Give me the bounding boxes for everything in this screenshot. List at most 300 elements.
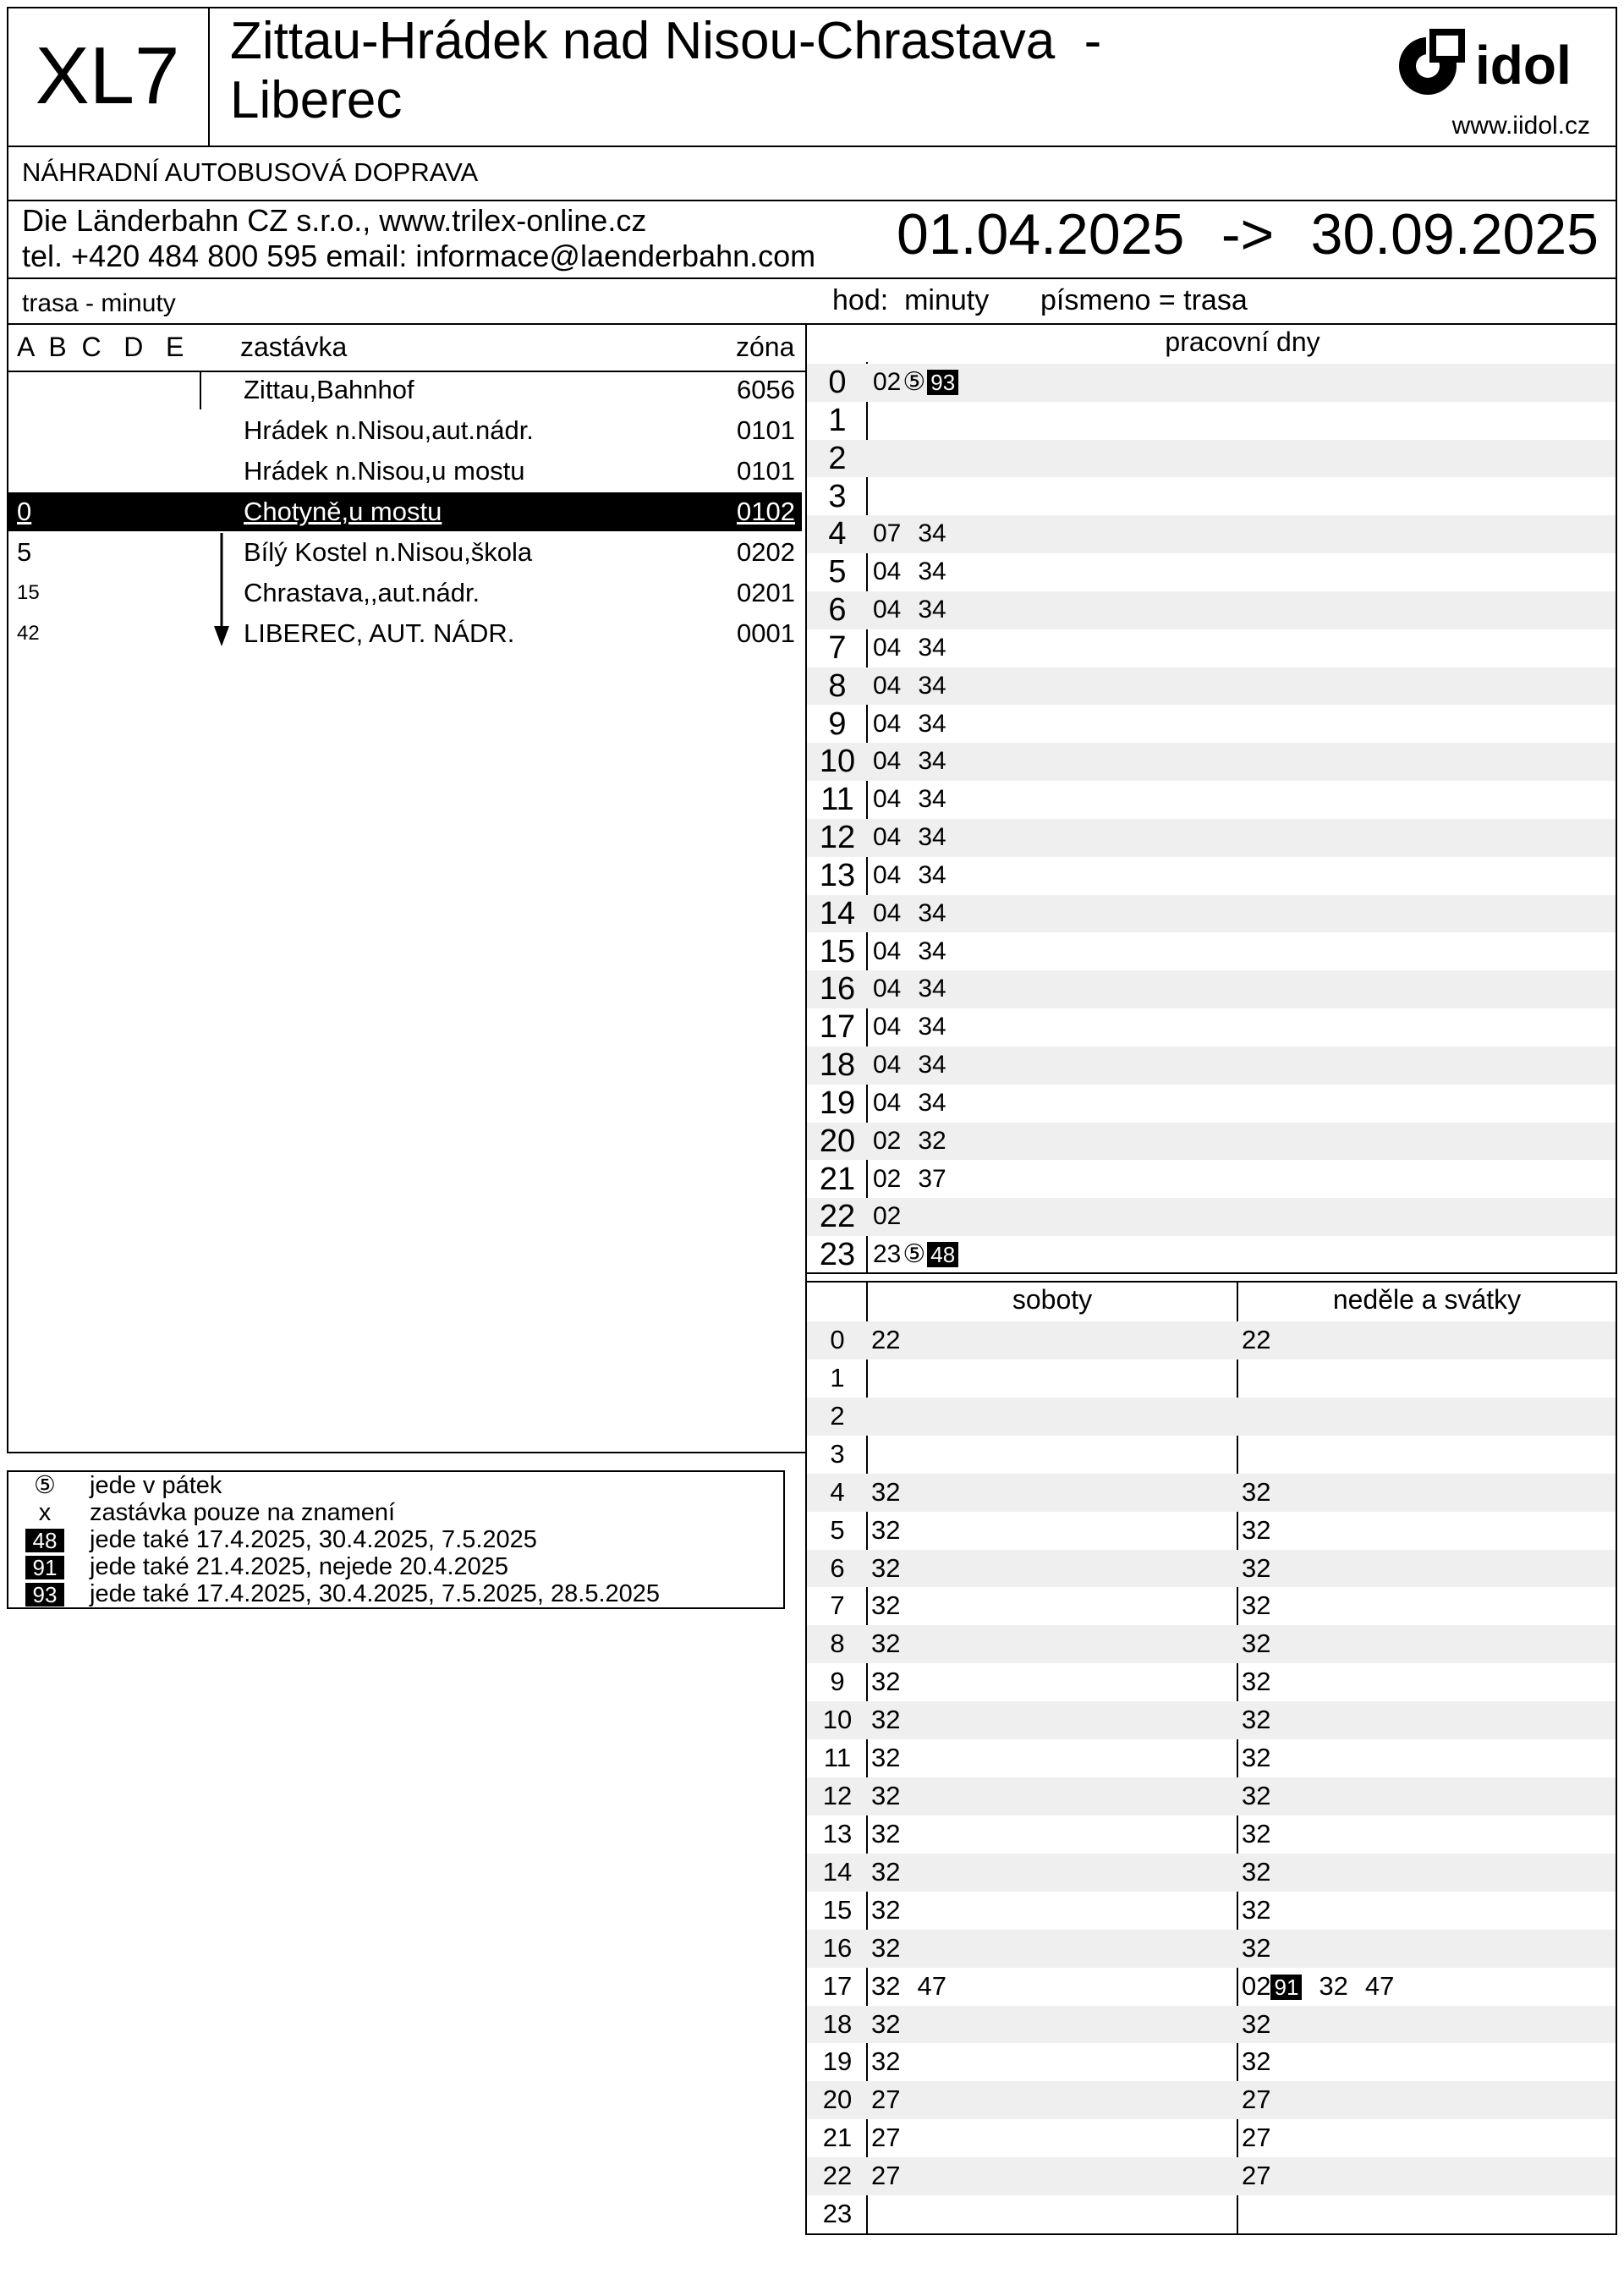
minutes — [873, 895, 963, 933]
minute-value: 34 — [918, 671, 946, 700]
stop-row[interactable] — [7, 411, 802, 450]
timetable-row — [807, 1854, 1616, 1892]
minute-value: 32 — [1242, 1629, 1271, 1659]
minute-value: 32 — [1242, 1590, 1271, 1621]
hour-label: 19 — [822, 2046, 853, 2077]
stop-row[interactable] — [7, 574, 802, 612]
sunday-minutes — [1242, 1663, 1287, 1701]
timetable-row — [807, 2195, 1616, 2233]
timetable-row — [807, 1198, 1616, 1236]
minute-value: 04 — [873, 898, 902, 927]
timetable-row — [807, 1321, 1616, 1359]
minute-value: 32 — [871, 1552, 901, 1583]
minutes — [873, 970, 963, 1008]
note-symbol-request-stop: x — [38, 1499, 52, 1526]
hour-label: 5 — [830, 1514, 845, 1545]
saturday-minutes — [871, 1550, 917, 1588]
minute-value: 04 — [873, 785, 902, 814]
minute-value: 04 — [873, 937, 902, 965]
hour-label: 0 — [828, 365, 847, 400]
hour-label: 10 — [822, 1705, 853, 1735]
minute-value: 34 — [918, 558, 946, 586]
minute-value: 32 — [871, 1856, 901, 1887]
minutes — [873, 933, 963, 971]
minute-value: 32 — [871, 1970, 901, 2001]
saturday-minutes — [871, 1815, 917, 1854]
hour-label: 21 — [819, 1161, 856, 1197]
minute-value: 32 — [871, 1705, 901, 1735]
sunday-minutes — [1242, 2043, 1287, 2081]
timetable-row — [807, 2119, 1616, 2157]
hour-label: 22 — [819, 1199, 856, 1235]
minutes — [873, 364, 975, 402]
minute-value: 32 — [1242, 1781, 1271, 1810]
minute-value: 07 — [873, 519, 902, 548]
hour-label: 7 — [828, 629, 847, 666]
minute-value: 34 — [918, 1088, 946, 1117]
stop-name: LIBEREC, AUT. NÁDR. — [244, 618, 515, 648]
hour-label: 23 — [819, 1237, 856, 1273]
hour-label: 11 — [823, 1743, 852, 1773]
minute-value: 27 — [1242, 2085, 1271, 2115]
minute-value: 32 — [871, 2046, 901, 2077]
timetable-row — [807, 743, 1616, 781]
timetable-row — [807, 1474, 1616, 1512]
note-symbol-friday-icon: ⑤ — [34, 1472, 56, 1499]
timetable-row — [807, 364, 1616, 402]
minute-value: 32 — [1242, 2008, 1271, 2039]
hour-label: 7 — [830, 1590, 845, 1621]
minute-value: 04 — [873, 1051, 902, 1079]
sunday-minutes — [1242, 1777, 1287, 1815]
minute-value: 34 — [918, 1051, 946, 1079]
header-rule-3 — [7, 277, 1617, 279]
stop-name: Zittau,Bahnhof — [244, 375, 414, 404]
minutes — [873, 1236, 975, 1274]
minutes — [873, 743, 963, 781]
timetable-row — [807, 1550, 1616, 1588]
saturday-minutes — [871, 1739, 917, 1777]
hour-label: 11 — [820, 782, 854, 818]
hour-label: 2 — [828, 440, 847, 476]
stop-row[interactable] — [7, 371, 802, 409]
saturday-minutes — [871, 2157, 917, 2195]
footnote-ref: 93 — [927, 370, 958, 395]
hour-label: 3 — [828, 478, 847, 514]
hour-label: 15 — [819, 933, 856, 969]
stop-name: Hrádek n.Nisou,u mostu — [244, 456, 525, 486]
minute-value: 32 — [871, 2008, 901, 2039]
hour-label: 3 — [830, 1438, 845, 1469]
legend-hour-minutes: hod: minuty — [832, 284, 990, 316]
hour-label: 5 — [828, 554, 847, 590]
minutes — [873, 667, 963, 706]
sunday-minutes — [1242, 1815, 1287, 1854]
weekend-timetable — [807, 1321, 1616, 2233]
stop-row[interactable] — [7, 533, 802, 572]
saturday-minutes — [871, 1512, 917, 1550]
timetable-row — [807, 515, 1616, 553]
saturday-minutes — [871, 1321, 917, 1359]
hour-label: 9 — [830, 1667, 845, 1697]
validity-period — [897, 201, 1599, 267]
hour-label: 20 — [819, 1123, 856, 1159]
sunday-minutes — [1242, 1550, 1287, 1588]
stop-zone: 0101 — [737, 456, 795, 486]
minute-value: 04 — [873, 596, 902, 623]
stop-row[interactable] — [7, 452, 802, 491]
minute-value: 32 — [1242, 1894, 1271, 1925]
saturday-minutes — [871, 1930, 917, 1968]
minute-value: 02 — [873, 368, 902, 396]
operator-contact-line-1: Die Länderbahn CZ s.r.o., www.trilex-online.cz — [22, 203, 647, 238]
line-number: XL7 — [35, 30, 180, 121]
timetable-row — [807, 1008, 1616, 1046]
legend-route-minutes: trasa - minuty — [22, 289, 176, 317]
minute-value: 32 — [871, 1476, 901, 1507]
sunday-title: neděle a svátky — [1332, 1284, 1522, 1315]
minute-value: 32 — [1319, 1970, 1348, 2001]
valid-arrow: -> — [1221, 202, 1275, 266]
timetable-row — [807, 1777, 1616, 1815]
timetable-row — [807, 1512, 1616, 1550]
timetable-row — [807, 2157, 1616, 2195]
stop-row[interactable] — [7, 614, 802, 653]
timetable-row — [807, 1046, 1616, 1085]
timetable-row — [807, 667, 1616, 706]
note-text: zastávka pouze na znamení — [90, 1499, 396, 1526]
hour-label: 19 — [819, 1085, 856, 1121]
stop-name: Chotyně,u mostu — [244, 497, 442, 526]
minute-value: 32 — [1242, 1514, 1271, 1545]
route-name-line-1: Zittau-Hrádek nad Nisou-Chrastava - — [230, 12, 1102, 70]
column-header-routes: A B C D E — [17, 332, 184, 362]
weekday-title: pracovní dny — [1165, 327, 1320, 357]
minute-value: 32 — [871, 1743, 901, 1773]
sunday-minutes — [1242, 1625, 1287, 1663]
hour-label: 18 — [822, 2008, 853, 2039]
timetable-row — [807, 1398, 1616, 1436]
minute-value: 04 — [873, 709, 902, 738]
minute-value: 32 — [871, 1818, 901, 1848]
minute-value: 04 — [873, 975, 902, 1003]
timetable-row — [807, 629, 1616, 667]
sunday-minutes — [1242, 1930, 1287, 1968]
note-text: jede v pátek — [90, 1472, 222, 1499]
minutes — [873, 819, 963, 857]
saturday-minutes — [871, 1701, 917, 1739]
note-text: jede také 21.4.2025, nejede 20.4.2025 — [90, 1553, 509, 1580]
hour-label: 15 — [822, 1894, 853, 1925]
service-note: NÁHRADNÍ AUTOBUSOVÁ DOPRAVA — [22, 157, 479, 187]
hour-label: 1 — [830, 1362, 845, 1392]
minute-value: 32 — [1242, 1667, 1271, 1697]
hour-label: 10 — [819, 744, 856, 780]
hour-label: 13 — [819, 857, 856, 893]
stop-zone: 0201 — [737, 578, 795, 607]
timetable-row — [807, 1236, 1616, 1274]
stop-row-current[interactable] — [7, 492, 802, 531]
sunday-minutes — [1242, 2119, 1287, 2157]
saturday-minutes — [871, 2043, 917, 2081]
minute-value: 34 — [918, 937, 946, 965]
minutes — [873, 1046, 963, 1085]
hour-label: 1 — [828, 402, 847, 438]
timetable-row — [807, 591, 1616, 629]
hour-label: 4 — [830, 1476, 845, 1507]
minute-value: 32 — [1242, 1552, 1271, 1583]
legend-letter-route: písmeno = trasa — [1040, 284, 1248, 316]
hour-label: 6 — [830, 1552, 845, 1583]
saturday-minutes — [871, 1587, 917, 1625]
sunday-minutes — [1242, 2157, 1287, 2195]
stop-travel-time: 0 — [17, 497, 32, 526]
minute-value: 04 — [873, 633, 902, 662]
timetable-row — [807, 2081, 1616, 2119]
hour-label: 13 — [822, 1818, 853, 1848]
timetable-row — [807, 1085, 1616, 1123]
timetable-row — [807, 1123, 1616, 1161]
note-symbol-91: 91 — [25, 1556, 64, 1579]
timetable-row — [807, 2006, 1616, 2044]
minute-value: 32 — [1242, 1476, 1271, 1507]
timetable-row — [807, 781, 1616, 819]
timetable-row — [807, 1701, 1616, 1739]
timetable-row — [807, 933, 1616, 971]
minute-value: 04 — [873, 747, 902, 776]
minute-value: 32 — [871, 1590, 901, 1621]
hour-label: 16 — [819, 971, 856, 1008]
minutes — [873, 706, 963, 744]
minute-value: 32 — [1242, 1818, 1271, 1848]
minute-value: 27 — [1242, 2123, 1271, 2153]
saturday-minutes — [871, 2006, 917, 2044]
header-rule-1 — [7, 146, 1617, 147]
note-text: jede také 17.4.2025, 30.4.2025, 7.5.2025 — [90, 1526, 537, 1553]
hour-label: 6 — [828, 592, 847, 628]
minute-value: 23 — [873, 1240, 902, 1269]
minute-value: 34 — [918, 596, 946, 623]
logo-url[interactable]: www.iidol.cz — [1451, 112, 1590, 140]
minute-value: 47 — [1364, 1970, 1395, 2001]
minute-value: 32 — [871, 1667, 901, 1697]
minute-value: 04 — [873, 1013, 902, 1041]
minute-value: 02 — [873, 1202, 902, 1231]
hour-label: 20 — [822, 2085, 853, 2115]
minutes — [873, 1123, 963, 1161]
hour-label: 12 — [822, 1781, 853, 1810]
hour-label: 2 — [830, 1400, 845, 1431]
minute-value: 04 — [873, 671, 902, 700]
minute-value: 22 — [871, 1325, 901, 1354]
hour-label: 14 — [819, 895, 856, 931]
minutes — [873, 1085, 963, 1123]
saturday-minutes — [871, 1777, 917, 1815]
saturday-minutes — [871, 1625, 917, 1663]
minute-value: 27 — [871, 2123, 901, 2153]
hour-label: 16 — [822, 1932, 853, 1963]
saturday-minutes — [871, 1663, 917, 1701]
sunday-minutes — [1242, 2081, 1287, 2119]
idol-logo-text: idol — [1475, 35, 1572, 96]
stop-name: Chrastava,,aut.nádr. — [244, 578, 480, 607]
timetable-row — [807, 1161, 1616, 1199]
sunday-minutes — [1242, 1512, 1287, 1550]
minutes — [873, 857, 963, 895]
friday-icon: ⑤ — [903, 368, 926, 396]
timetable-row — [807, 1968, 1616, 2006]
timetable-row — [807, 706, 1616, 744]
minutes — [873, 553, 963, 591]
sunday-minutes — [1242, 2006, 1287, 2044]
timetable-row — [807, 857, 1616, 895]
timetable-row — [807, 1739, 1616, 1777]
friday-icon: ⑤ — [903, 1240, 926, 1269]
sunday-minutes — [1242, 1854, 1287, 1892]
sunday-minutes — [1242, 1701, 1287, 1739]
minute-value: 32 — [1242, 1705, 1271, 1735]
idol-logo — [1394, 24, 1588, 105]
stop-zone: 0202 — [737, 537, 795, 567]
minute-value: 47 — [917, 1970, 946, 2001]
minutes — [873, 629, 963, 667]
minute-value: 32 — [1242, 1932, 1271, 1963]
timetable-row — [807, 819, 1616, 857]
minutes — [873, 591, 963, 629]
hour-label: 17 — [819, 1009, 856, 1046]
minute-value: 04 — [873, 1088, 902, 1117]
note-symbol-93: 93 — [25, 1583, 64, 1607]
minutes — [873, 1008, 963, 1046]
minute-value: 34 — [918, 785, 946, 814]
hour-label: 23 — [822, 2199, 853, 2229]
timetable-row — [807, 2043, 1616, 2081]
timetable-row — [807, 1359, 1616, 1398]
timetable-row — [807, 1663, 1616, 1701]
minute-value: 02 — [873, 1164, 902, 1193]
minute-value: 04 — [873, 823, 902, 851]
sunday-minutes — [1242, 1892, 1287, 1930]
saturday-title: soboty — [1012, 1284, 1093, 1315]
route-name — [230, 12, 1330, 130]
timetable-row — [807, 478, 1616, 516]
saturday-minutes — [871, 2081, 917, 2119]
minutes — [873, 515, 963, 553]
stop-zone: 6056 — [737, 375, 795, 404]
hour-label: 22 — [822, 2161, 853, 2191]
stop-zone: 0101 — [737, 415, 795, 445]
valid-to-date: 30.09.2025 — [1310, 202, 1599, 266]
minute-value: 04 — [873, 860, 902, 889]
minute-value: 34 — [918, 975, 946, 1003]
minute-value: 34 — [918, 823, 946, 851]
sunday-minutes — [1242, 1587, 1287, 1625]
minute-value: 22 — [1242, 1325, 1271, 1354]
minute-value: 34 — [918, 898, 946, 927]
saturday-minutes — [871, 1474, 917, 1512]
timetable-row — [807, 1892, 1616, 1930]
stop-travel-time: 15 — [17, 581, 40, 604]
timetable-row — [807, 1587, 1616, 1625]
minute-value: 34 — [918, 860, 946, 889]
minute-value: 32 — [1242, 2046, 1271, 2077]
footnote-ref: 91 — [1270, 1975, 1302, 2000]
stop-travel-time: 42 — [17, 622, 40, 645]
timetable-row — [807, 1930, 1616, 1968]
hour-label: 12 — [819, 820, 856, 855]
column-header-stop: zastávka — [240, 332, 348, 362]
idol-logo-icon — [1394, 25, 1470, 102]
header-divider-line — [208, 7, 210, 146]
note-text: jede také 17.4.2025, 30.4.2025, 7.5.2025, 28.5.2025 — [90, 1580, 661, 1607]
minute-value: 37 — [918, 1164, 946, 1193]
timetable-row — [807, 440, 1616, 478]
hour-label: 14 — [822, 1856, 853, 1887]
note-symbol-48: 48 — [25, 1529, 64, 1552]
stop-zone: 0001 — [737, 618, 795, 648]
minute-value: 02 — [1242, 1970, 1271, 2001]
sunday-minutes — [1242, 1474, 1287, 1512]
hour-label: 0 — [830, 1325, 845, 1354]
minute-value: 32 — [871, 1514, 901, 1545]
saturday-minutes — [871, 2119, 917, 2157]
minute-value: 32 — [918, 1126, 946, 1155]
hour-label: 21 — [822, 2123, 853, 2153]
hour-label: 9 — [828, 706, 847, 742]
timetable-row — [807, 1436, 1616, 1474]
route-name-line-2: Liberec — [230, 71, 403, 129]
minute-value: 34 — [918, 633, 946, 662]
timetable-row — [807, 970, 1616, 1008]
stop-travel-time: 5 — [17, 537, 32, 567]
saturday-minutes — [871, 1854, 917, 1892]
operator-contact-line-2: tel. +420 484 800 595 email: informace@laenderbahn.com — [22, 239, 816, 273]
column-header-zone: zóna — [736, 332, 795, 362]
minute-value: 02 — [873, 1126, 902, 1155]
sunday-minutes — [1242, 1968, 1411, 2006]
minute-value: 34 — [918, 747, 946, 776]
hour-label: 8 — [828, 667, 847, 704]
minute-value: 34 — [918, 709, 946, 738]
timetable-row — [807, 1625, 1616, 1663]
minute-value: 32 — [871, 1894, 901, 1925]
notes-legend — [7, 1470, 785, 1609]
stop-zone: 0102 — [737, 497, 795, 526]
minute-value: 27 — [871, 2161, 901, 2191]
minutes — [873, 781, 963, 819]
minute-value: 32 — [871, 1629, 901, 1659]
valid-from-date: 01.04.2025 — [897, 202, 1185, 266]
minute-value: 32 — [871, 1781, 901, 1810]
sunday-minutes — [1242, 1321, 1287, 1359]
stop-name: Bílý Kostel n.Nisou,škola — [244, 537, 533, 567]
stop-name: Hrádek n.Nisou,aut.nádr. — [244, 415, 534, 445]
minute-value: 32 — [1242, 1856, 1271, 1887]
timetable-row — [807, 553, 1616, 591]
minute-value: 32 — [1242, 1743, 1271, 1773]
minute-value: 27 — [871, 2085, 901, 2115]
timetable-row — [807, 402, 1616, 440]
saturday-minutes — [871, 1892, 917, 1930]
minute-value: 32 — [871, 1932, 901, 1963]
timetable-row — [807, 895, 1616, 933]
minute-value: 34 — [918, 519, 946, 548]
footnote-ref: 48 — [927, 1242, 958, 1267]
hour-label: 8 — [830, 1629, 845, 1659]
minute-value: 27 — [1242, 2161, 1271, 2191]
minute-value: 04 — [873, 558, 902, 586]
hour-label: 18 — [819, 1047, 856, 1083]
